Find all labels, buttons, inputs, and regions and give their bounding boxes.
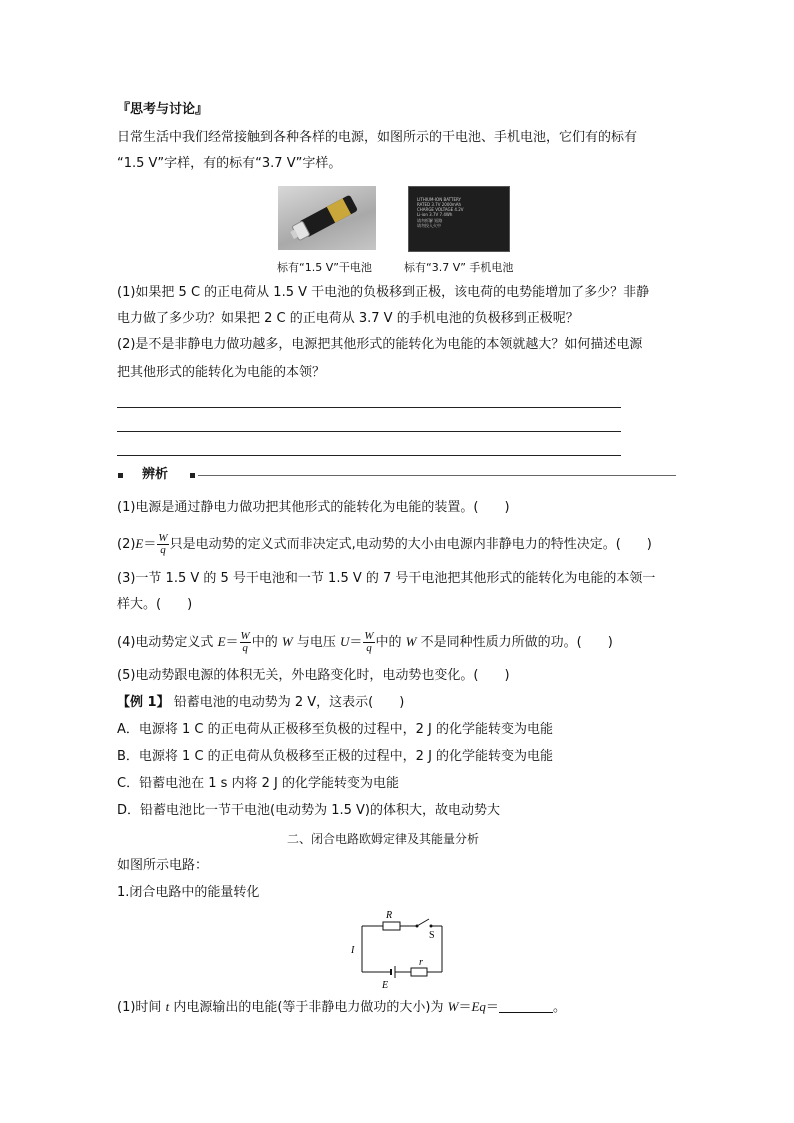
last-eq2: ＝ <box>485 1000 499 1015</box>
statement-3-line-1: (3)一节 1.5 V 的 5 号干电池和一节 1.5 V 的 7 号干电池把其他形式的能转化为电能的本领一 <box>117 571 656 586</box>
last-Eq: Eq <box>471 999 486 1014</box>
s4-fraction-1 <box>240 631 251 654</box>
statement-4 <box>117 624 613 660</box>
bianxi-rule <box>198 475 676 476</box>
s2-E: E <box>135 536 144 551</box>
caption-aa: 标有“1.5 V”干电池 <box>277 261 372 274</box>
s4-frac2-den: q <box>366 642 372 654</box>
label-E: E <box>382 980 389 990</box>
question-1-line-1: (1)如果把 5 C 的正电荷从 1.5 V 干电池的负极移到正极，该电荷的电势能增加了多少？非静 <box>117 285 650 300</box>
s2-rest: 只是电动势的定义式而非决定式,电动势的大小由电源内非静电力的特性决定。( ) <box>169 537 652 552</box>
last-end: 。 <box>552 1000 566 1015</box>
s4-frac2-num: W <box>364 630 374 642</box>
circuit-intro: 如图所示电路： <box>117 858 209 873</box>
last-a: (1)时间 <box>117 1000 166 1015</box>
label-r: r <box>419 957 423 968</box>
phone-battery-label-2: CHARGE VOLTAGE 4.2V <box>417 207 464 212</box>
example-question: 铅蓄电池的电动势为 2 V，这表示( ) <box>169 695 405 710</box>
question-2-line-2: 把其他形式的能转化为电能的本领？ <box>117 365 326 380</box>
option-d: D．铅蓄电池比一节干电池(电动势为 1.5 V)的体积大，故电动势大 <box>117 803 500 818</box>
s4-W: W <box>281 634 293 649</box>
aa-battery-photo <box>278 186 376 250</box>
last-eq1: ＝ <box>458 1000 472 1015</box>
statement-2 <box>117 526 652 562</box>
s4-d: 中的 <box>375 635 406 650</box>
s4-e: 不是同种性质力所做的功。( ) <box>416 635 613 650</box>
s2-frac-den: q <box>160 544 166 556</box>
circuit-diagram <box>345 906 455 990</box>
phone-battery-label-1: RATED 3.7V 2000mAh <box>417 202 462 207</box>
option-b: B．电源将 1 C 的正电荷从负极移至正极的过程中，2 J 的化学能转变为电能 <box>117 749 554 764</box>
subheading-energy-conversion: 1.闭合电路中的能量转化 <box>117 885 260 900</box>
bianxi-bullet-right <box>190 473 195 478</box>
resistor-R <box>383 922 400 930</box>
intro-line-1: 日常生活中我们经常接触到各种各样的电源，如图所示的干电池、手机电池，它们有的标有 <box>117 130 638 145</box>
s4-W2: W <box>405 634 417 649</box>
s4-eq1: ＝ <box>225 635 239 650</box>
s4-U: U <box>339 634 350 649</box>
answer-blank[interactable] <box>499 998 553 1013</box>
phone-battery-label-0: LITHIUM-ION BATTERY <box>417 197 461 202</box>
last-b: 内电源输出的电能(等于非静电力做功的大小)为 <box>169 1000 448 1015</box>
s2-prefix: (2) <box>117 537 136 552</box>
phone-battery-label-5: 请勿投入火中 <box>417 223 441 228</box>
example-1 <box>117 694 404 712</box>
s4-fraction-2 <box>363 631 374 654</box>
s4-b: 中的 <box>251 635 282 650</box>
s2-fraction <box>157 533 168 556</box>
phone-battery-label-4: 请勿拆解 短路 <box>417 218 443 223</box>
s2-frac-num: W <box>158 532 168 544</box>
label-S: S <box>429 930 435 941</box>
s4-eq2: ＝ <box>349 635 363 650</box>
label-I: I <box>351 945 355 956</box>
answer-line-1 <box>117 407 621 408</box>
statement-5: (5)电动势跟电源的体积无关，外电路变化时，电动势也变化。( ) <box>117 668 510 683</box>
s4-a: (4)电动势定义式 <box>117 635 218 650</box>
label-R: R <box>386 910 393 921</box>
statement-3-line-2: 样大。( ) <box>117 597 193 612</box>
s4-E: E <box>217 634 226 649</box>
s4-c: 与电压 <box>292 635 340 650</box>
statement-1: (1)电源是通过静电力做功把其他形式的能转化为电能的装置。( ) <box>117 500 510 515</box>
energy-output-line <box>117 998 566 1017</box>
bianxi-title: 辨析 <box>142 467 169 482</box>
option-c: C．铅蓄电池在 1 s 内将 2 J 的化学能转变为电能 <box>117 776 400 791</box>
phone-battery-label-3: Li-ion 3.7V 7.4Wh <box>417 212 453 217</box>
last-W: W <box>447 999 459 1014</box>
section-title: 『思考与讨论』 <box>117 102 209 117</box>
option-a: A．电源将 1 C 的正电荷从正极移至负极的过程中，2 J 的化学能转变为电能 <box>117 722 554 737</box>
example-tag: 【例 1】 <box>117 695 170 710</box>
question-2-line-1: (2)是不是非静电力做功越多，电源把其他形式的能转化为电能的本领就越大？如何描述电源 <box>117 337 643 352</box>
s2-eq: ＝ <box>143 537 157 552</box>
bianxi-bullet-left <box>118 473 123 478</box>
internal-resistor-r <box>411 968 427 976</box>
aa-battery-icon <box>278 186 376 250</box>
question-1-line-2: 电力做了多少功？如果把 2 C 的正电荷从 3.7 V 的手机电池的负极移到正极呢？ <box>117 311 579 326</box>
answer-line-2 <box>117 431 621 432</box>
switch-S <box>417 919 429 926</box>
s4-frac1-num: W <box>240 630 250 642</box>
last-t: t <box>165 999 170 1014</box>
phone-battery-photo <box>408 186 510 252</box>
intro-line-2: “1.5 V”字样，有的标有“3.7 V”字样。 <box>117 156 342 171</box>
answer-line-3 <box>117 455 621 456</box>
section-2-heading: 二、闭合电路欧姆定律及其能量分析 <box>287 832 480 846</box>
caption-phone: 标有“3.7 V” 手机电池 <box>404 261 514 274</box>
s4-frac1-den: q <box>242 642 248 654</box>
